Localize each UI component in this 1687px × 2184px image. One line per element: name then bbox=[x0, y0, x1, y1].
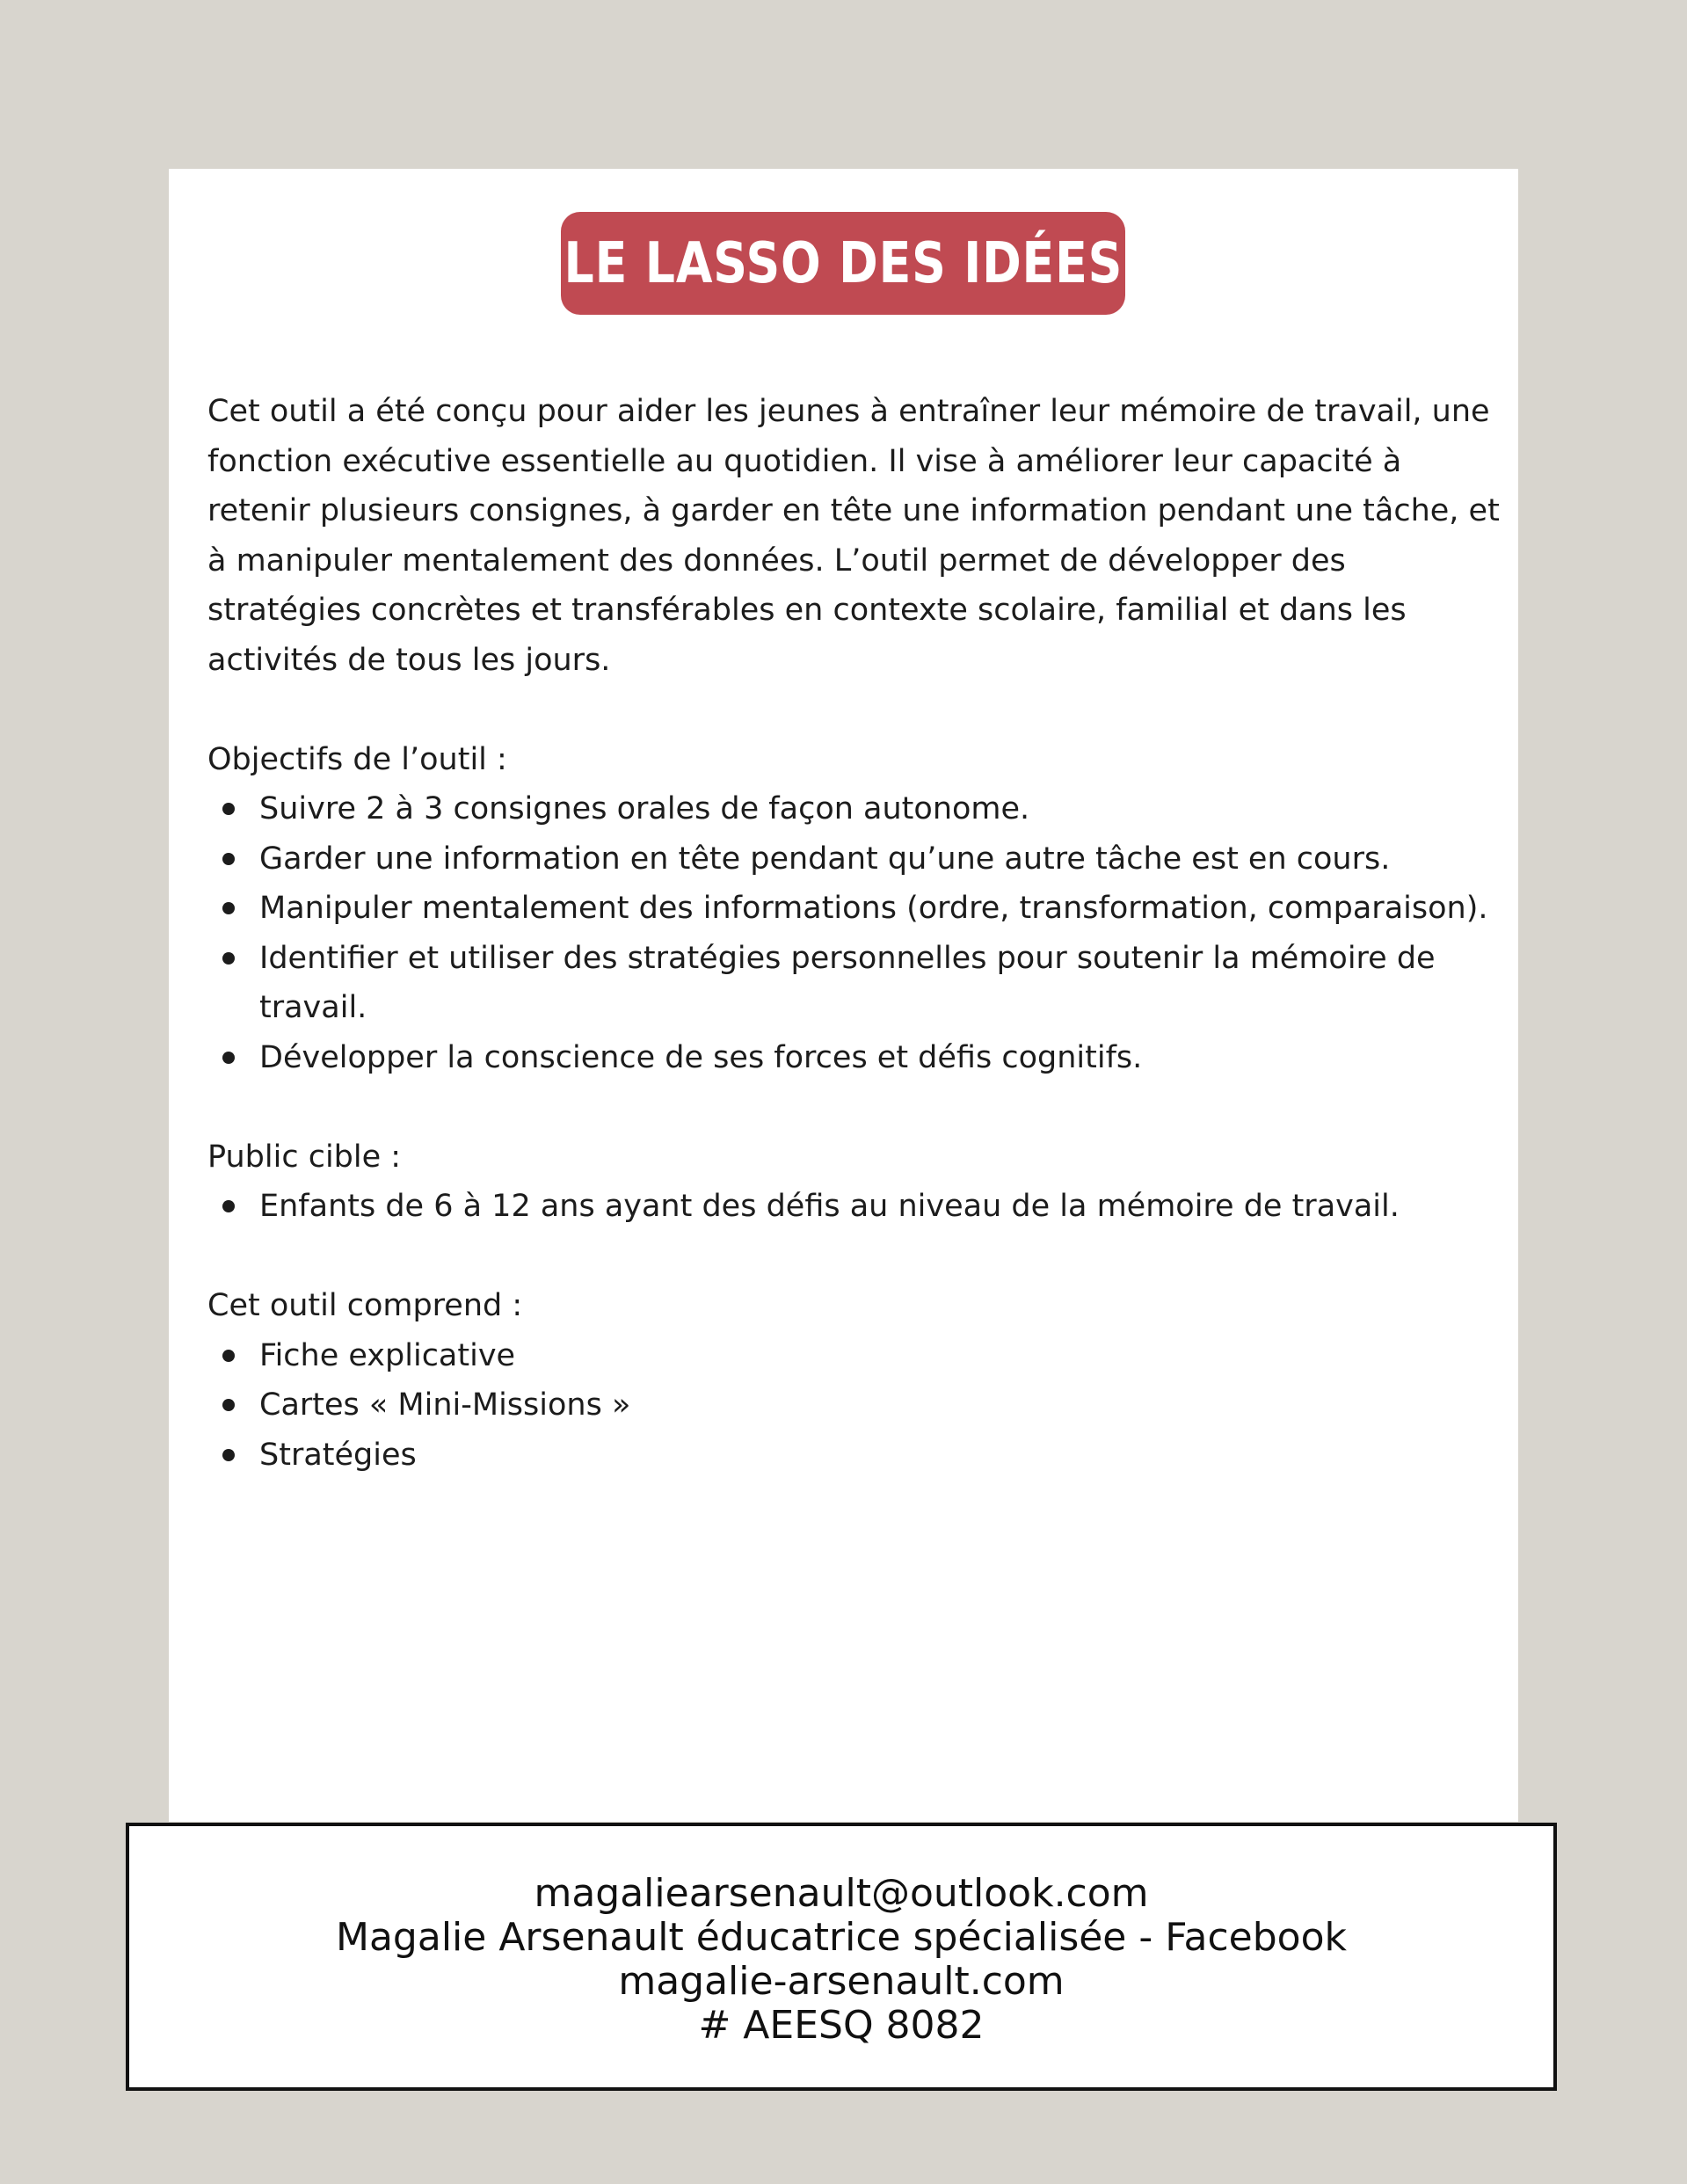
contact-website: magalie-arsenault.com bbox=[618, 1958, 1065, 2004]
bullet-icon bbox=[222, 853, 235, 865]
title-badge bbox=[561, 212, 1125, 315]
audience-section bbox=[207, 1132, 1509, 1232]
bullet-icon bbox=[222, 1449, 235, 1461]
list-item: Enfants de 6 à 12 ans ayant des défis au niveau de la mémoire de travail. bbox=[207, 1182, 1509, 1232]
document-title: LE LASSO DES IDÉES bbox=[564, 230, 1123, 296]
includes-section bbox=[207, 1281, 1509, 1480]
document-content bbox=[207, 387, 1509, 1530]
bullet-icon bbox=[222, 1052, 235, 1064]
list-item: Fiche explicative bbox=[207, 1331, 1509, 1381]
bullet-icon bbox=[222, 803, 235, 815]
list-item: Stratégies bbox=[207, 1431, 1509, 1481]
audience-heading: Public cible : bbox=[207, 1139, 402, 1175]
objectives-heading: Objectifs de l’outil : bbox=[207, 741, 507, 777]
bullet-icon bbox=[222, 1399, 235, 1411]
contact-membership: # AEESQ 8082 bbox=[698, 2002, 985, 2048]
audience-list bbox=[207, 1182, 1509, 1232]
contact-facebook: Magalie Arsenault éducatrice spécialisée - Facebook bbox=[336, 1914, 1347, 1960]
bullet-icon bbox=[222, 902, 235, 914]
includes-heading: Cet outil comprend : bbox=[207, 1288, 523, 1323]
contact-box bbox=[126, 1823, 1557, 2091]
intro-paragraph: Cet outil a été conçu pour aider les jeunes à entraîner leur mémoire de travail, une fonction exécutive essentielle au quotidien. Il vise à améliorer leur capacité à retenir plusieurs consignes, à garder en tête une information pendant une tâche, et à manipuler mentalement des données. L’outil permet de développer des stratégies concrètes et transférables en contexte scolaire, familial et dans les activités de tous les jours. bbox=[207, 394, 1500, 678]
includes-list bbox=[207, 1331, 1509, 1481]
bullet-icon bbox=[222, 1200, 235, 1212]
contact-email: magaliearsenault@outlook.com bbox=[534, 1870, 1149, 1916]
list-item: Cartes « Mini-Missions » bbox=[207, 1380, 1509, 1431]
list-item: Manipuler mentalement des informations (ordre, transformation, comparaison). bbox=[207, 884, 1509, 934]
bullet-icon bbox=[222, 952, 235, 965]
list-item: Développer la conscience de ses forces et défis cognitifs. bbox=[207, 1033, 1509, 1083]
objectives-list bbox=[207, 784, 1509, 1082]
list-item: Identifier et utiliser des stratégies personnelles pour soutenir la mémoire de travail. bbox=[207, 934, 1509, 1033]
list-item: Garder une information en tête pendant qu’une autre tâche est en cours. bbox=[207, 834, 1509, 885]
list-item: Suivre 2 à 3 consignes orales de façon autonome. bbox=[207, 784, 1509, 834]
objectives-section bbox=[207, 735, 1509, 1083]
bullet-icon bbox=[222, 1350, 235, 1362]
